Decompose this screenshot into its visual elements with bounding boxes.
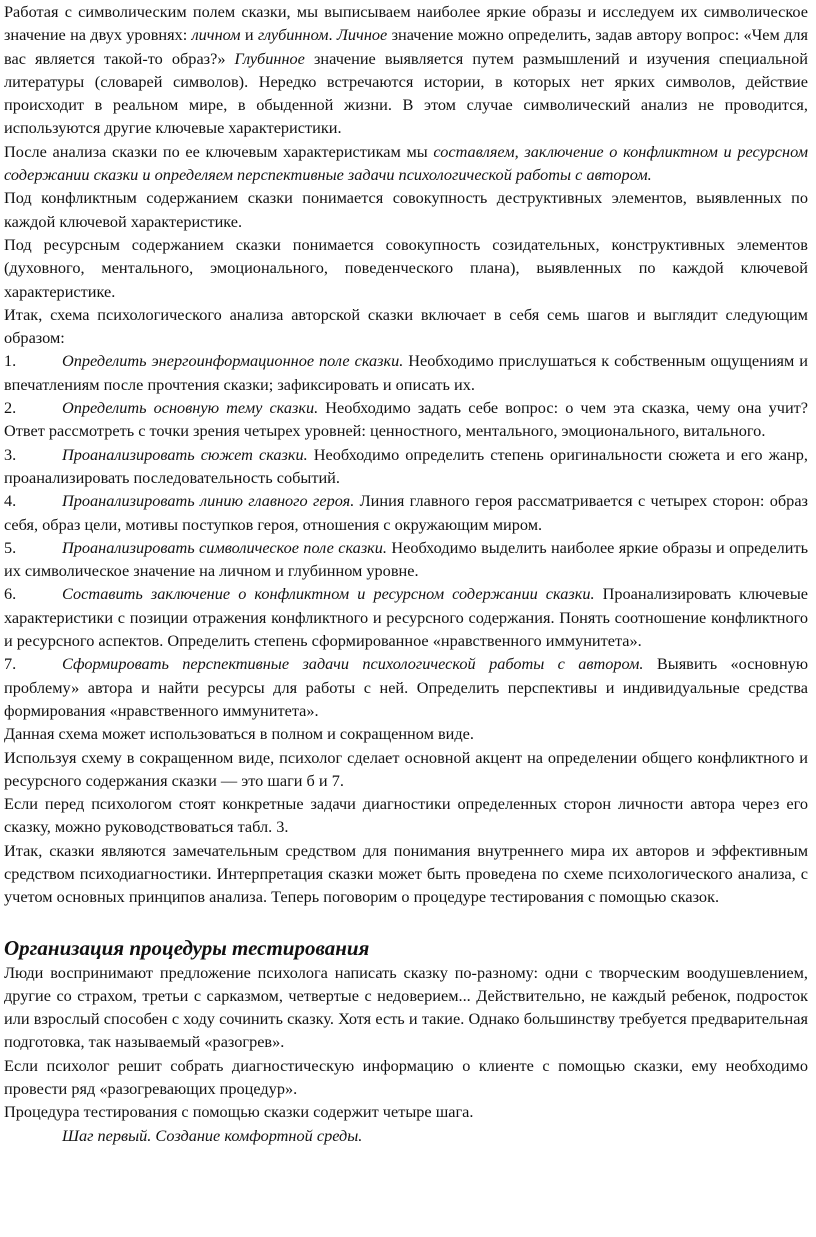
- list-item-number: 3.: [4, 444, 17, 464]
- list-item-text: Необходимо определить степень оригинальности сюжета и его жанр, проанализировать последовательность событий.: [4, 444, 808, 487]
- emphasis: Глубинное: [234, 48, 305, 68]
- list-item-title: Определить основную тему сказки.: [62, 398, 319, 418]
- list-item: [4, 349, 808, 396]
- list-item-text: Необходимо задать себе вопрос: о чем эта сказка, чему она учит? Ответ рассмотреть с точки зрения четырех уровней: ценностного, ментального, эмоционального, витального.: [4, 398, 808, 441]
- list-item-title: Проанализировать символическое поле сказки.: [62, 537, 388, 557]
- list-item: [4, 536, 808, 583]
- list-item-number: 7.: [4, 654, 17, 674]
- step-first: [4, 1124, 808, 1147]
- paragraph-short-scheme: Используя схему в сокращенном виде, психолог сделает основной акцент на определении общего конфликтного и ресурсного содержания сказки — это шаги б и 7.: [4, 747, 808, 790]
- list-item: [4, 652, 808, 722]
- text: значение можно определить, задав автору вопрос: «Чем для вас является такой-то образ?»: [4, 25, 808, 68]
- text: .: [328, 25, 337, 45]
- paragraph-resource-content: Под ресурсным содержанием сказки понимается совокупность созидательных, конструктивных элементов (духовного, ментального, эмоционального, поведенческого плана), выявленных по каждой ключевой характеристике.: [4, 234, 808, 301]
- paragraph-four-steps: Процедура тестирования с помощью сказки содержит четыре шага.: [4, 1102, 474, 1122]
- paragraph-summary: Итак, сказки являются замечательным средством для понимания внутреннего мира их авторов и эффективным средством психодиагностики. Интерпретация сказки может быть проведена по схеме психологического анализа, с учетом основных принципов анализа. Теперь поговорим о процедуре тестирования с помощью сказок.: [4, 840, 808, 907]
- list-item-title: Определить энергоинформационное поле сказки.: [62, 351, 404, 371]
- emphasis: личном: [191, 25, 241, 45]
- emphasis: составляем, заключение о конфликтном и ресурсном содержании сказки и определяем перспективные задачи психологической работы с автором.: [4, 141, 808, 185]
- analysis-steps-list: [4, 349, 808, 722]
- section-heading: Организация процедуры тестирования: [4, 935, 370, 960]
- paragraph-people-reaction: Люди воспринимают предложение психолога написать сказку по-разному: одни с творческим воодушевлением, другие со страхом, третьи с сарказмом, четвертые с недоверием... Действительно, не каждый ребенок, подросток или взрослый способен с ходу сочинить сказку. Хотя есть и такие. Однако большинству требуется предварительная подготовка, так называемый «разогрев».: [4, 962, 808, 1052]
- list-item-number: 6.: [4, 584, 17, 604]
- emphasis: Личное: [336, 25, 388, 45]
- paragraph-scheme-intro: Итак, схема психологического анализа авторской сказки включает в себя семь шагов и выглядит следующим образом:: [4, 304, 808, 348]
- paragraph-diagnostics: Если перед психологом стоят конкретные задачи диагностики определенных сторон личности автора через его сказку, можно руководствоваться табл. 3.: [4, 794, 808, 837]
- list-item: [4, 582, 808, 652]
- text: После анализа сказки по ее ключевым характеристикам мы: [4, 141, 434, 161]
- list-item-text: Необходимо прислушаться к собственным ощущениям и впечатлениям после прочтения сказки; зафиксировать и описать их.: [4, 351, 808, 394]
- list-item-text: Линия главного героя рассматривается с четырех сторон: образ себя, образ цели, мотивы поступков героя, отношения с окружающим миром.: [4, 491, 808, 534]
- list-item-number: 4.: [4, 491, 17, 511]
- list-item-title: Составить заключение о конфликтном и ресурсном содержании сказки.: [62, 584, 595, 604]
- list-item-text: Необходимо выделить наиболее яркие образы и определить их символическое значение на личном и глубинном уровне.: [4, 537, 808, 581]
- paragraph-symbolic-field: [4, 0, 808, 140]
- list-item-title: Сформировать перспективные задачи психологической работы с автором.: [62, 654, 644, 674]
- list-item-title: Проанализировать линию главного героя.: [62, 491, 355, 511]
- list-item-number: 2.: [4, 398, 17, 418]
- text: и: [240, 25, 258, 45]
- list-item: [4, 489, 808, 536]
- text: значение выявляется путем размышлений и изучения специальной литературы (словарей символов). Нередко встречаются истории, в которых нет ярких символов, действие происходит в реальном мире, в обыденной жизни. В этом случае символический анализ не проводится, используются другие ключевые характеристики.: [4, 48, 808, 138]
- text: Работая с символическим полем сказки, мы выписываем наиболее яркие образы и исследуем их символическое значение на двух уровнях:: [4, 2, 808, 45]
- list-item: [4, 443, 808, 490]
- step-first-title: Шаг первый. Создание комфортной среды.: [62, 1125, 363, 1145]
- list-item-text: Выявить «основную проблему» автора и найти ресурсы для работы с ней. Определить перспективы и индивидуальные средства формирования «нравственного иммунитета».: [4, 654, 808, 720]
- paragraph-conflict-content: Под конфликтным содержанием сказки понимается совокупность деструктивных элементов, выявленных по каждой ключевой характеристике.: [4, 188, 808, 231]
- emphasis: глубинном: [257, 25, 329, 45]
- list-item-text: Проанализировать ключевые характеристики с позиции отражения конфликтного и ресурсного содержания. Понять соотношение конфликтного и ресурсного аспектов. Определить степень сформированное «нравственного иммунитета».: [4, 584, 808, 651]
- list-item-number: 1.: [4, 351, 17, 371]
- list-item-title: Проанализировать сюжет сказки.: [62, 444, 308, 464]
- paragraph-conclusion: [4, 140, 808, 187]
- list-item-number: 5.: [4, 537, 17, 557]
- paragraph-warmup: Если психолог решит собрать диагностическую информацию о клиенте с помощью сказки, ему необходимо провести ряд «разогревающих процедур».: [4, 1055, 808, 1099]
- paragraph-scheme-usage: Данная схема может использоваться в полном и сокращенном виде.: [4, 724, 474, 744]
- list-item: [4, 396, 808, 443]
